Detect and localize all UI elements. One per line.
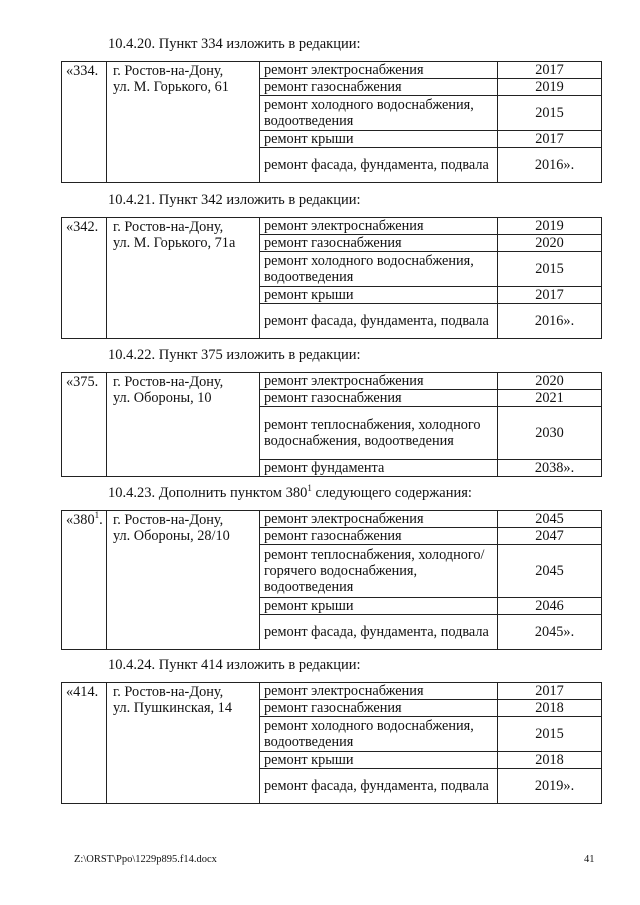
item-address — [107, 373, 260, 477]
work-type: ремонт электроснабжения — [260, 373, 498, 390]
work-year: 2019 — [498, 79, 602, 96]
work-type: ремонт крыши — [260, 287, 498, 304]
work-type: ремонт фундамента — [260, 460, 498, 477]
work-type: ремонт теплоснабжения, холодного/горячего водоснабжения, водоотведения — [260, 545, 498, 598]
section-heading: 10.4.20. Пункт 334 изложить в редакции: — [108, 36, 361, 52]
item-table — [61, 372, 602, 477]
work-year: 2046 — [498, 598, 602, 615]
work-year: 2015 — [498, 252, 602, 287]
work-year: 2017 — [498, 62, 602, 79]
work-year: 2020 — [498, 373, 602, 390]
item-number-superscript: 1 — [94, 510, 100, 521]
item-table — [61, 510, 602, 650]
section-heading — [108, 485, 472, 502]
work-year: 2018 — [498, 700, 602, 717]
heading-text: следующего содержания: — [311, 485, 472, 501]
work-year: 2045». — [498, 615, 602, 650]
work-year: 2019 — [498, 218, 602, 235]
work-year: 2015 — [498, 96, 602, 131]
address-street: ул. Обороны, 10 — [113, 390, 212, 406]
address-street: ул. Обороны, 28/10 — [113, 528, 230, 544]
section-heading: 10.4.21. Пункт 342 изложить в редакции: — [108, 192, 361, 208]
work-type: ремонт газоснабжения — [260, 235, 498, 252]
work-type: ремонт крыши — [260, 598, 498, 615]
work-type: ремонт фасада, фундамента, подвала — [260, 304, 498, 339]
work-year: 2019». — [498, 769, 602, 804]
footer-page-number: 41 — [584, 854, 595, 865]
footer-file-path: Z:\ORST\Ppo\1229p895.f14.docx — [74, 854, 217, 865]
work-type: ремонт крыши — [260, 131, 498, 148]
address-street: ул. М. Горького, 61 — [113, 79, 229, 95]
section-heading: 10.4.22. Пункт 375 изложить в редакции: — [108, 347, 361, 363]
item-number: «342. — [62, 218, 107, 339]
work-year: 2047 — [498, 528, 602, 545]
work-year: 2021 — [498, 390, 602, 407]
heading-superscript: 1 — [307, 483, 312, 494]
work-year: 2045 — [498, 545, 602, 598]
work-type: ремонт электроснабжения — [260, 511, 498, 528]
address-city: г. Ростов-на-Дону, — [113, 684, 224, 700]
address-city: г. Ростов-на-Дону, — [113, 374, 224, 390]
work-year: 2018 — [498, 752, 602, 769]
work-year: 2015 — [498, 717, 602, 752]
work-year: 2017 — [498, 683, 602, 700]
item-address — [107, 62, 260, 183]
item-address — [107, 218, 260, 339]
address-city: г. Ростов-на-Дону, — [113, 219, 224, 235]
item-number-text: «380 — [66, 512, 95, 528]
work-type: ремонт газоснабжения — [260, 79, 498, 96]
address-city: г. Ростов-на-Дону, — [113, 512, 224, 528]
work-type: ремонт газоснабжения — [260, 700, 498, 717]
work-year: 2020 — [498, 235, 602, 252]
work-type: ремонт электроснабжения — [260, 62, 498, 79]
item-table — [61, 61, 602, 183]
work-year: 2017 — [498, 131, 602, 148]
item-table — [61, 682, 602, 804]
work-year: 2016». — [498, 304, 602, 339]
work-year: 2016». — [498, 148, 602, 183]
item-number: «334. — [62, 62, 107, 183]
work-type: ремонт фасада, фундамента, подвала — [260, 615, 498, 650]
address-street: ул. Пушкинская, 14 — [113, 700, 232, 716]
address-city: г. Ростов-на-Дону, — [113, 63, 224, 79]
work-type: ремонт холодного водоснабжения, водоотведения — [260, 717, 498, 752]
work-type: ремонт газоснабжения — [260, 528, 498, 545]
item-address — [107, 511, 260, 650]
work-type: ремонт газоснабжения — [260, 390, 498, 407]
item-number — [62, 511, 107, 650]
heading-text: 10.4.23. Дополнить пунктом 380 — [108, 485, 308, 501]
item-number-text: . — [99, 512, 103, 528]
address-street: ул. М. Горького, 71а — [113, 235, 236, 251]
work-type: ремонт фасада, фундамента, подвала — [260, 148, 498, 183]
work-year: 2038». — [498, 460, 602, 477]
work-year: 2045 — [498, 511, 602, 528]
item-number: «414. — [62, 683, 107, 804]
item-table — [61, 217, 602, 339]
work-year: 2030 — [498, 407, 602, 460]
work-type: ремонт холодного водоснабжения, водоотведения — [260, 252, 498, 287]
work-type: ремонт электроснабжения — [260, 683, 498, 700]
work-type: ремонт крыши — [260, 752, 498, 769]
work-type: ремонт холодного водоснабжения, водоотведения — [260, 96, 498, 131]
item-number: «375. — [62, 373, 107, 477]
work-type: ремонт фасада, фундамента, подвала — [260, 769, 498, 804]
work-year: 2017 — [498, 287, 602, 304]
work-type: ремонт теплоснабжения, холодного водоснабжения, водоотведения — [260, 407, 498, 460]
item-address — [107, 683, 260, 804]
work-type: ремонт электроснабжения — [260, 218, 498, 235]
section-heading: 10.4.24. Пункт 414 изложить в редакции: — [108, 657, 361, 673]
